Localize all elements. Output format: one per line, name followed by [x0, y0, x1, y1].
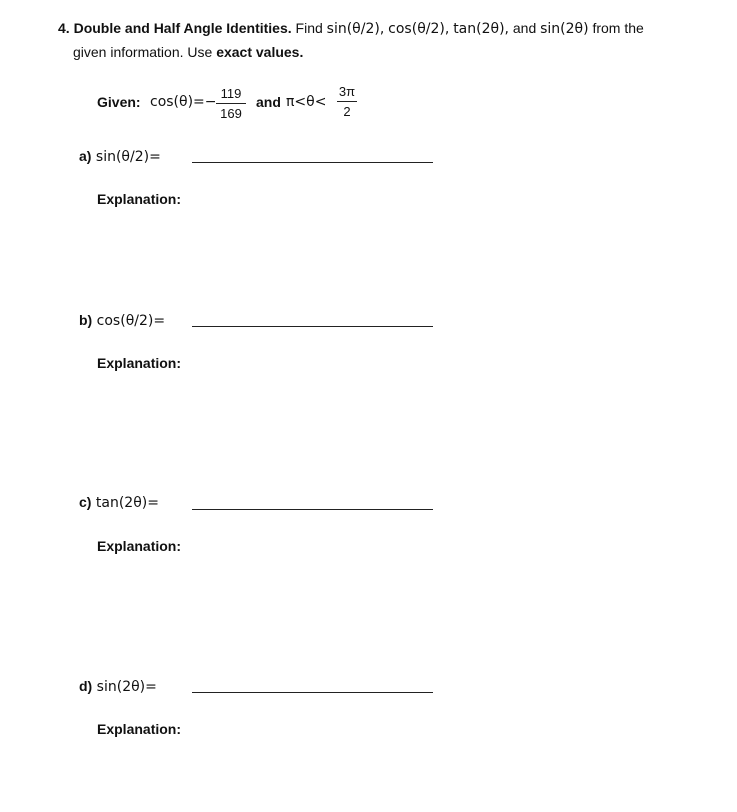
part-b-answer-line[interactable] [192, 326, 433, 327]
problem-title: Double and Half Angle Identities. [73, 20, 292, 36]
part-a-explanation-label: Explanation: [97, 191, 182, 207]
given-inequality: π<θ< [286, 94, 327, 110]
line2-prefix: given information. Use [73, 44, 213, 60]
part-a [79, 147, 161, 166]
part-b [79, 311, 165, 330]
target-suffix: from the [592, 20, 644, 36]
problem-number: 4. [58, 20, 70, 36]
given-label: Given: [97, 94, 141, 110]
fraction-bar [216, 103, 246, 104]
part-a-expression: sin(θ/2)= [95, 149, 161, 165]
fraction-bar [337, 101, 357, 102]
part-d-label: d) [79, 678, 93, 694]
given-numerator: 119 [220, 86, 242, 101]
part-c-label: c) [79, 494, 92, 510]
part-d-explanation-label: Explanation: [97, 721, 182, 737]
given-conjunction: and [256, 94, 281, 110]
range-denominator: 2 [343, 104, 351, 119]
part-d-expression: sin(2θ)= [96, 679, 157, 695]
given-denominator: 169 [220, 106, 242, 121]
target-and: and [512, 20, 537, 36]
part-d-answer-line[interactable] [192, 692, 433, 693]
target-sin-double: sin(2θ) [540, 21, 589, 37]
part-b-label: b) [79, 312, 93, 328]
part-c [79, 493, 159, 512]
given-expression: cos(θ)=− [150, 94, 217, 110]
range-numerator: 3π [338, 84, 356, 99]
part-b-expression: cos(θ/2)= [96, 313, 166, 329]
range-fraction [337, 84, 357, 119]
target-tan-double: tan(2θ), [453, 21, 509, 37]
part-b-explanation-label: Explanation: [97, 355, 182, 371]
part-c-explanation-label: Explanation: [97, 538, 182, 554]
part-a-answer-line[interactable] [192, 162, 433, 163]
target-cos-half: cos(θ/2), [388, 21, 450, 37]
target-sin-half: sin(θ/2), [326, 21, 385, 37]
part-d [79, 677, 157, 696]
part-a-label: a) [79, 148, 92, 164]
problem-instruction-line2 [73, 42, 303, 62]
problem-heading [58, 18, 644, 39]
line2-bold: exact values. [216, 44, 304, 60]
given-fraction [216, 86, 246, 121]
part-c-answer-line[interactable] [192, 509, 433, 510]
instruction-prefix: Find [295, 20, 323, 36]
part-c-expression: tan(2θ)= [95, 495, 159, 511]
